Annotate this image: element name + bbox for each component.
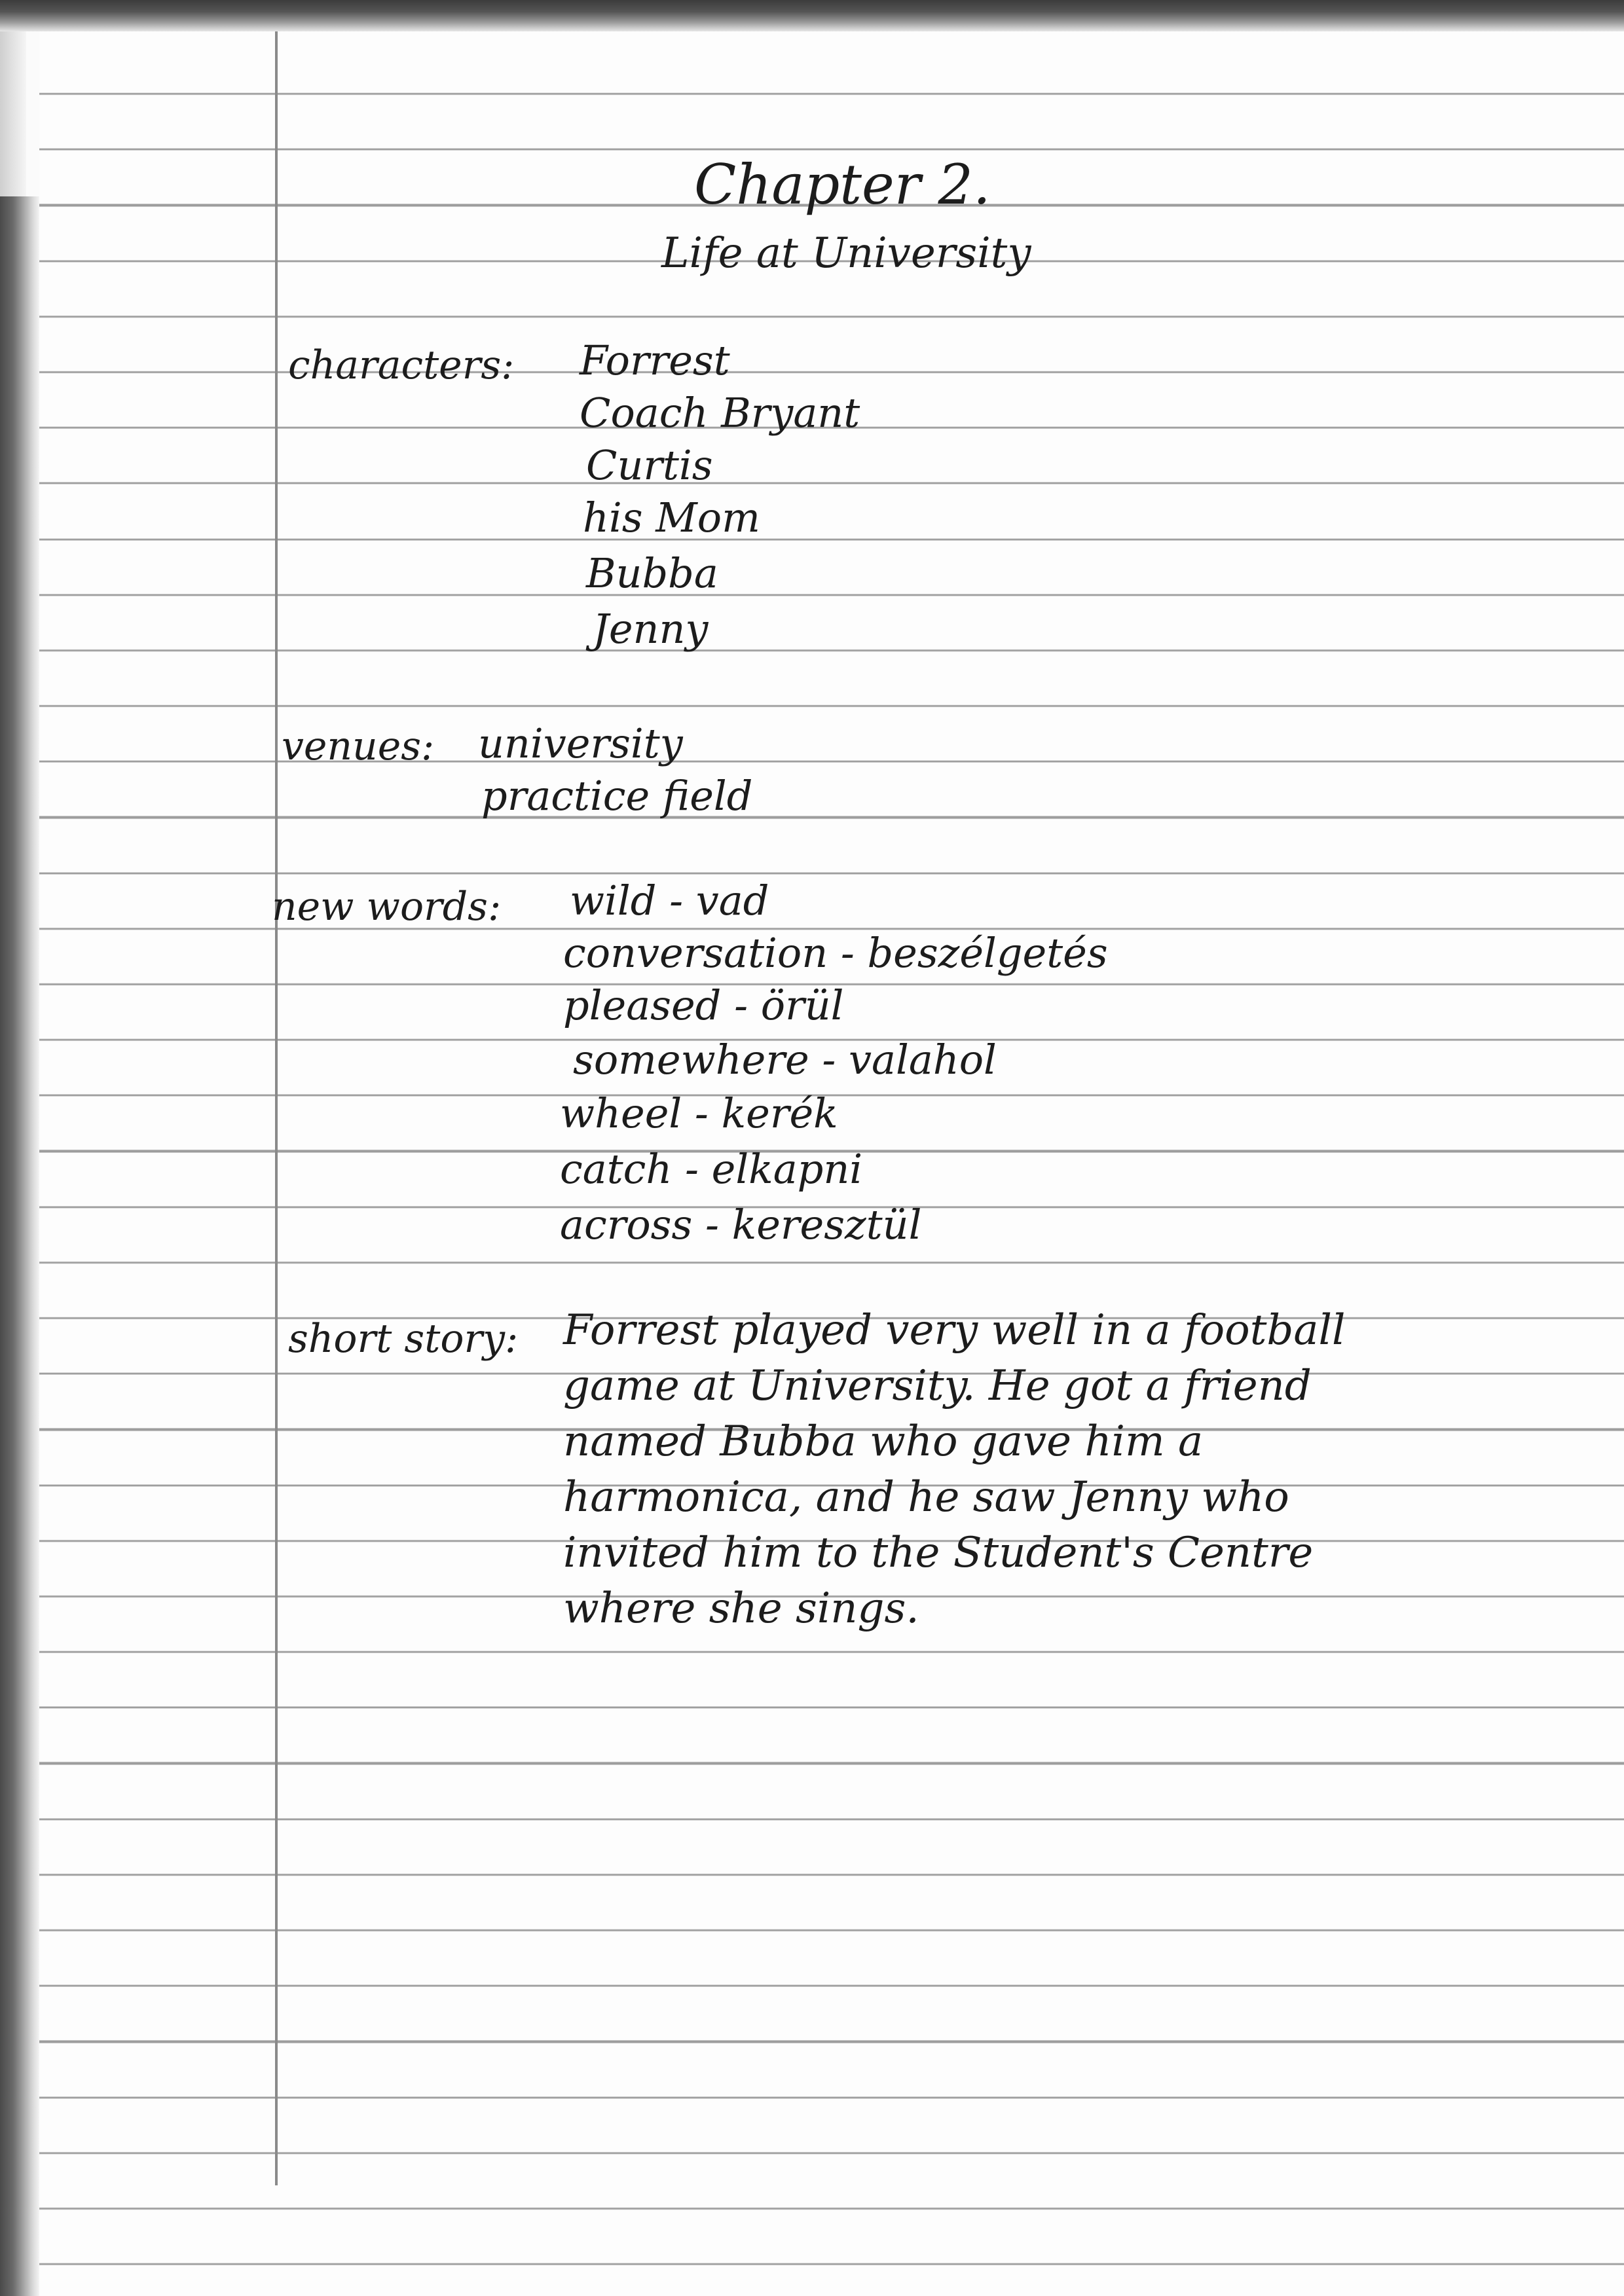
scan-top-shadow xyxy=(0,0,1624,31)
character-item: Coach Bryant xyxy=(580,389,860,437)
vocab-item: wheel - kerék xyxy=(560,1089,838,1137)
character-item: Curtis xyxy=(586,441,713,489)
new-words-label: new words: xyxy=(272,884,502,930)
character-item: Jenny xyxy=(593,605,709,653)
vocab-item: wild - vad xyxy=(570,877,769,924)
vocab-item: across - keresztül xyxy=(560,1201,922,1248)
story-line: harmonica, and he saw Jenny who xyxy=(563,1473,1289,1522)
scan-left-edge xyxy=(0,31,26,196)
character-item: Forrest xyxy=(580,337,730,384)
chapter-title: Chapter 2. xyxy=(694,153,991,217)
chapter-subtitle: Life at University xyxy=(661,229,1031,278)
margin-line xyxy=(275,31,278,2185)
character-item: his Mom xyxy=(583,494,760,541)
vocab-item: pleased - örül xyxy=(563,981,844,1029)
story-line: Forrest played very well in a football xyxy=(563,1306,1346,1355)
venue-item: university xyxy=(478,720,683,767)
story-line: invited him to the Student's Centre xyxy=(563,1529,1314,1577)
story-line: game at University. He got a friend xyxy=(563,1362,1312,1410)
character-item: Bubba xyxy=(586,549,718,597)
vocab-item: catch - elkapni xyxy=(560,1145,863,1193)
vocab-item: somewhere - valahol xyxy=(573,1036,997,1084)
scan-left-shadow xyxy=(0,196,39,2296)
vocab-item: conversation - beszélgetés xyxy=(563,929,1108,977)
short-story-label: short story: xyxy=(288,1316,519,1362)
venue-item: practice field xyxy=(481,772,753,820)
characters-label: characters: xyxy=(288,342,515,388)
story-line: where she sings. xyxy=(563,1584,919,1633)
story-line: named Bubba who gave him a xyxy=(563,1417,1204,1466)
venues-label: venues: xyxy=(282,723,435,769)
